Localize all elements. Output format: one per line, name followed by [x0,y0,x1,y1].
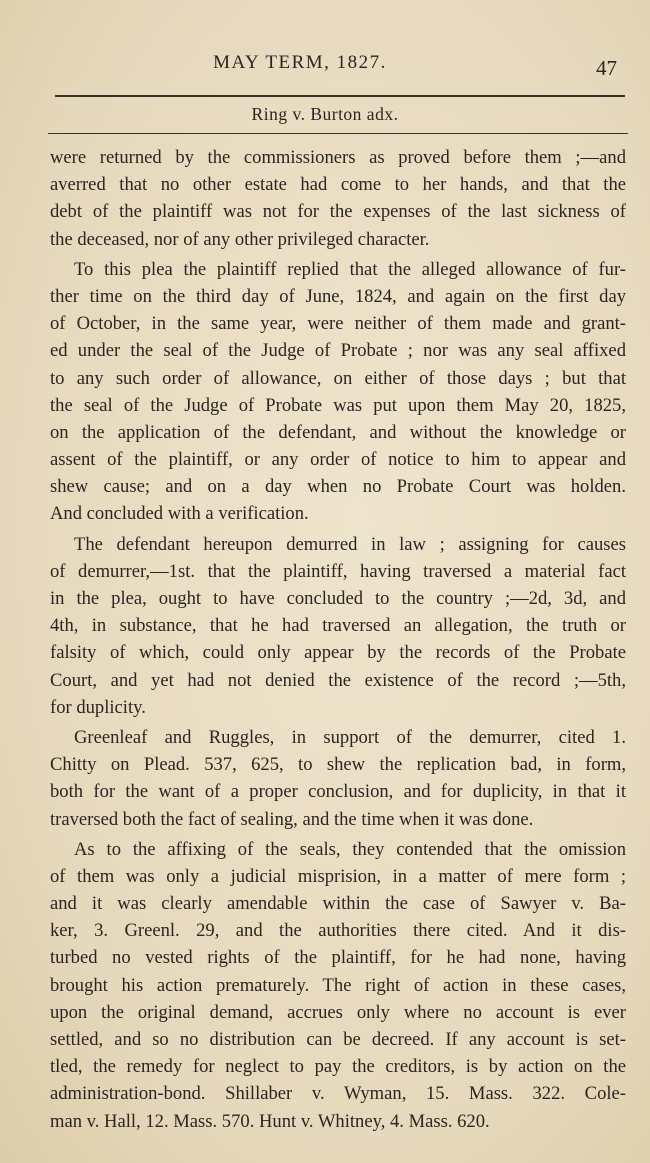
text-line: of October, in the same year, were neither of them made and grant- [50,313,626,335]
text-line: the deceased, nor of any other privileged character. [50,228,430,250]
text-line: To this plea the plaintiff replied that the alleged allowance of fur- [74,258,626,280]
text-line: 4th, in substance, that he had traversed an allegation, the truth or [50,615,626,637]
text-line: shew cause; and on a day when no Probate Court was holden. [50,476,626,498]
text-line: for duplicity. [50,696,146,718]
text-line: debt of the plaintiff was not for the expenses of the last sickness of [50,201,626,223]
text-line: the seal of the Judge of Probate was put upon them May 20, 1825, [50,394,626,416]
running-head-title: MAY TERM, 1827. [213,52,387,73]
text-line: administration-bond. Shillaber v. Wyman, 15. Mass. 322. Cole- [50,1083,626,1105]
text-line: As to the affixing of the seals, they contended that the omission [74,838,626,860]
running-head [0,50,650,80]
page-number: 47 [596,56,617,80]
text-line: of them was only a judicial misprision, in a matter of mere form ; [50,865,626,887]
body-text [50,144,626,1135]
header-rule-bottom [48,133,628,134]
text-line: ther time on the third day of June, 1824, and again on the first day [50,285,626,307]
text-line: falsity of which, could only appear by the records of the Probate [50,642,626,664]
text-line: traversed both the fact of sealing, and the time when it was done. [50,808,534,830]
text-line: in the plea, ought to have concluded to the country ;—2d, 3d, and [50,588,626,609]
paragraph-5 [50,836,626,1135]
text-line: Court, and yet had not denied the existence of the record ;—5th, [50,669,626,691]
text-line: upon the original demand, accrues only where no account is ever [50,1001,626,1023]
text-line: And concluded with a verification. [50,503,309,525]
text-line: on the application of the defendant, and without the knowledge or [50,421,626,443]
text-line: ed under the seal of the Judge of Probate ; nor was any seal affixed [50,340,626,362]
case-name: Ring v. Burton adx. [251,104,399,124]
text-line: man v. Hall, 12. Mass. 570. Hunt v. Whitney, 4. Mass. 620. [50,1110,490,1132]
text-line: The defendant hereupon demurred in law ; assigning for causes [74,533,626,555]
text-line: and it was clearly amendable within the case of Sawyer v. Ba- [50,893,626,915]
text-line: assent of the plaintiff, or any order of notice to him to appear and [50,449,626,471]
paragraph-3 [50,531,626,721]
text-line: Greenleaf and Ruggles, in support of the demurrer, cited 1. [74,726,626,748]
paragraph-2 [50,256,626,528]
text-line: averred that no other estate had come to her hands, and that the [50,174,626,196]
header-rule-top [55,95,625,97]
paragraph-1 [50,144,626,253]
paragraph-4 [50,724,626,833]
text-line: of demurrer,—1st. that the plaintiff, having traversed a material fact [50,560,626,582]
text-line: brought his action prematurely. The right of action in these cases, [50,974,626,996]
text-line: were returned by the commissioners as proved before them ;—and [50,147,626,168]
text-line: settled, and so no distribution can be decreed. If any account is set- [50,1029,626,1050]
text-line: Chitty on Plead. 537, 625, to shew the replication bad, in form, [50,754,626,776]
text-line: ker, 3. Greenl. 29, and the authorities there cited. And it dis- [50,920,626,942]
text-line: both for the want of a proper conclusion, and for duplicity, in that it [50,781,626,803]
text-line: to any such order of allowance, on either of those days ; but that [50,367,626,389]
text-line: turbed no vested rights of the plaintiff, for he had none, having [50,947,626,969]
text-line: tled, the remedy for neglect to pay the creditors, is by action on the [50,1056,626,1078]
